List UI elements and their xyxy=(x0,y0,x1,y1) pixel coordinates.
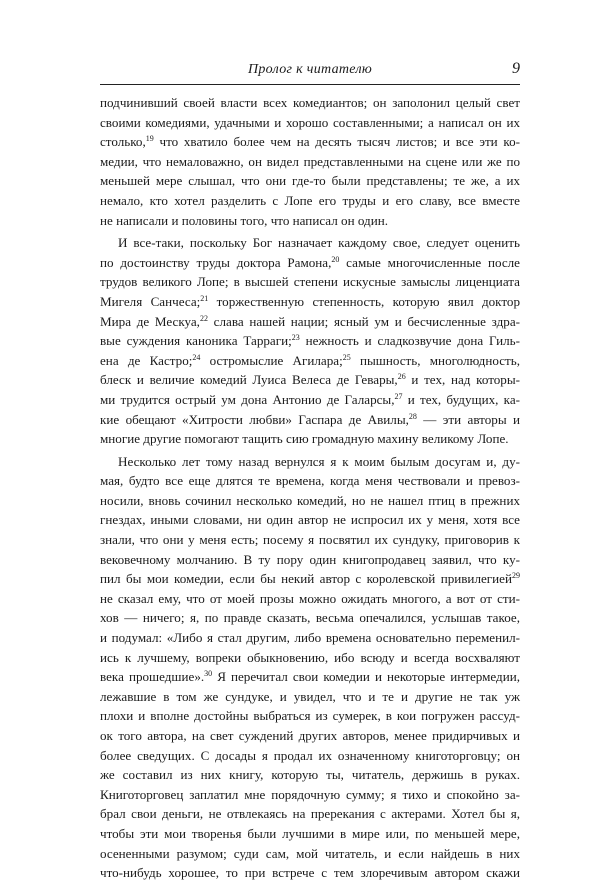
footnote-marker: 22 xyxy=(199,313,208,323)
text-line xyxy=(100,452,520,472)
text-line xyxy=(100,726,520,746)
line-text: кие обещают «Хитрости любви» Гаспара де Авилы, xyxy=(100,411,409,427)
line-text: своими комедиями, удачными и хорошо составленными; а написал он их xyxy=(100,114,520,130)
line-text: и подумал: «Либо я стал другим, либо времена основательно переменил- xyxy=(100,630,520,646)
line-text: что хватило более чем на десять тысяч листов; и все эти ко- xyxy=(153,134,520,150)
running-header xyxy=(100,60,520,82)
text-line xyxy=(100,272,520,292)
text-line xyxy=(100,351,520,371)
text-line xyxy=(100,390,520,410)
line-text: немало, кто хотел разделить с Лопе его труды и его славу, все вместе xyxy=(100,192,520,208)
line-text: самые многочисленные после xyxy=(339,254,520,270)
footnote-marker: 28 xyxy=(408,411,417,421)
text-line xyxy=(100,550,520,570)
text-line xyxy=(100,253,520,273)
text-line xyxy=(100,93,520,113)
line-text: осененными разумом; суди сам, мой читатель, и если найдешь в них xyxy=(100,845,520,861)
line-text: более сведущих. С досады я продал их означенному книготорговцу; он xyxy=(100,747,520,763)
line-text: не написали и половины того, что написал он один. xyxy=(100,212,388,228)
footnote-marker: 20 xyxy=(331,254,340,264)
text-line xyxy=(100,211,520,231)
line-text: лежавшие в том же сундуке, и увидел, что и те и другие не так уж xyxy=(100,688,520,704)
text-line xyxy=(100,530,520,550)
line-text: носили, вновь сочинил несколько комедий, но не нашел птиц в прежних xyxy=(100,492,520,508)
line-text: нежность и сладкозвучие дона Гиль- xyxy=(299,333,520,349)
text-line xyxy=(100,471,520,491)
text-line xyxy=(100,589,520,609)
line-text: остромыслие Агилара; xyxy=(200,352,343,368)
line-text: пил бы мои комедии, если бы некий автор с королевской привилегией xyxy=(100,571,512,587)
line-text: гнездах, иными словами, ни один автор не испросил их у меня, хотя все xyxy=(100,512,520,528)
footnote-marker: 25 xyxy=(342,352,351,362)
line-text: ена де Кастро; xyxy=(100,352,193,368)
text-line xyxy=(100,312,520,332)
text-line xyxy=(100,510,520,530)
line-text: пышность, многолюдность, xyxy=(350,352,521,368)
text-line xyxy=(100,706,520,726)
footnote-marker: 26 xyxy=(397,372,406,382)
text-line xyxy=(100,844,520,864)
text-line xyxy=(100,863,520,883)
line-text: трудов великого Лопе; в высшей степени искусные замыслы лиценциата xyxy=(100,274,520,290)
footnote-marker: 27 xyxy=(394,391,403,401)
line-text: Мигеля Санчеса; xyxy=(100,293,201,309)
text-line xyxy=(100,785,520,805)
footnote-marker: 23 xyxy=(291,333,300,343)
line-text: мая, будто все еще длятся те времена, когда меня чествовали и превоз- xyxy=(100,473,520,489)
line-text: плохи и вполне достойны выбраться из сумерек, в кои погружен рассуд- xyxy=(100,708,520,724)
line-text: знали, что они у меня есть; посему я посвятил их сундуку, приговорив к xyxy=(100,532,520,548)
line-text: века прошедшие». xyxy=(100,669,205,685)
line-text: ись к лучшему, вопреки обыкновению, ибо всюду и всегда восхваляют xyxy=(100,649,520,665)
line-text: столько, xyxy=(100,134,146,150)
footnote-marker: 21 xyxy=(200,293,209,303)
page-number: 9 xyxy=(512,60,520,77)
line-text: не сказал ему, что от моей прозы можно ожидать многого, а вот от сти- xyxy=(100,590,520,606)
line-text: что-нибудь хорошее, то при встрече с тем злоречивым автором скажи xyxy=(100,865,520,881)
text-line xyxy=(100,429,520,449)
text-line xyxy=(100,687,520,707)
text-line xyxy=(100,370,520,390)
text-line xyxy=(100,765,520,785)
text-line xyxy=(100,648,520,668)
text-line xyxy=(100,233,520,253)
footnote-marker: 19 xyxy=(145,134,154,144)
text-line xyxy=(100,171,520,191)
text-line xyxy=(100,804,520,824)
line-text: слава нашей нации; ясный ум и бесчисленные здра- xyxy=(207,313,521,329)
line-text: и тех, над которы- xyxy=(405,372,520,388)
text-line xyxy=(100,628,520,648)
text-line xyxy=(100,491,520,511)
line-text: хов — ничего; я, по правде сказать, весьма опечалился, услышав такое, xyxy=(100,610,520,626)
text-line xyxy=(100,667,520,687)
text-line xyxy=(100,292,520,312)
text-line xyxy=(100,569,520,589)
text-line xyxy=(100,746,520,766)
line-text: по достоинству труды доктора Рамона, xyxy=(100,254,332,270)
line-text: меньшей мере слышал, что они где-то были представлены; те же, а их xyxy=(100,173,520,189)
line-text: ми трудится острый ум дона Антонио де Галарсы, xyxy=(100,391,395,407)
line-text: Мира де Мескуа, xyxy=(100,313,200,329)
text-line xyxy=(100,152,520,172)
header-rule xyxy=(100,84,520,85)
line-text: же составил из них книгу, которую ты, читатель, держишь в руках. xyxy=(100,767,520,783)
text-line xyxy=(100,410,520,430)
line-text: — эти авторы и xyxy=(416,411,521,427)
text-line xyxy=(100,113,520,133)
footnote-marker: 29 xyxy=(512,571,520,581)
text-line xyxy=(100,608,520,628)
text-line xyxy=(100,191,520,211)
line-text: ок того автора, на свет суждений других авторов, менее придирчивых и xyxy=(100,728,520,743)
line-text: Я перечитал свои комедии и некоторые интермедии, xyxy=(212,669,520,685)
line-text: подчинивший своей власти всех комедиантов; он заполонил целый свет xyxy=(100,95,520,110)
running-title: Пролог к читателю xyxy=(247,62,373,77)
line-text: чтобы эти мои творенья были лучшими в мире или, по меньшей мере, xyxy=(100,825,520,841)
line-text: вые суждения каноника Тарраги; xyxy=(100,333,292,349)
line-text: многие другие помогают тащить сию громадную махину великому Лопе. xyxy=(100,431,509,447)
text-line xyxy=(100,132,520,152)
line-text: торжественную степенность, которую явил доктор xyxy=(208,293,521,309)
line-text: медии, что немаловажно, он видел представленными на сцене или же по xyxy=(100,153,520,169)
footnote-marker: 24 xyxy=(192,352,201,362)
line-text: И все-таки, поскольку Бог назначает каждому свое, следует оценить xyxy=(118,235,520,251)
footnote-marker: 30 xyxy=(204,669,213,679)
text-line xyxy=(100,331,520,351)
body-text xyxy=(100,93,520,883)
line-text: Несколько лет тому назад вернулся я к моим былым досугам и, ду- xyxy=(118,453,520,469)
line-text: блеск и величие комедий Луиса Велеса де Гевары, xyxy=(100,372,398,388)
line-text: вековечному молчанию. В ту пору один книгопродавец заявил, что ку- xyxy=(100,551,520,567)
line-text: брал свои деньги, не отвлекаясь на пререкания с актерами. Хотел бы я, xyxy=(100,806,520,822)
line-text: и тех, будущих, ка- xyxy=(402,391,520,407)
text-line xyxy=(100,824,520,844)
line-text: Книготорговец заплатил мне порядочную сумму; я тихо и спокойно за- xyxy=(100,786,520,802)
